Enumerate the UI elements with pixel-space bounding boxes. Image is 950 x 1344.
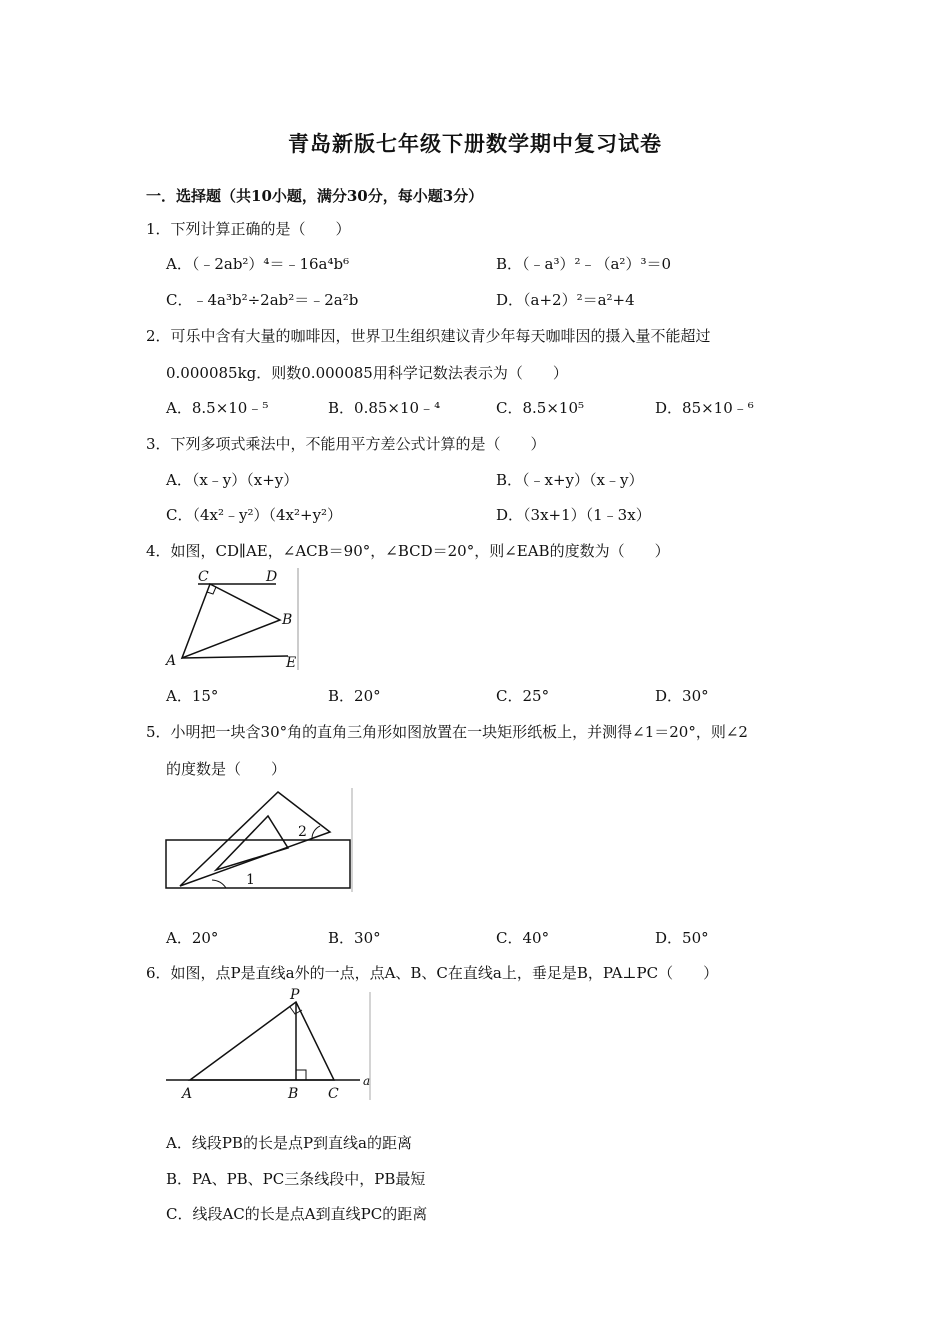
- q6-option-b: B．PA、PB、PC三条线段中，PB最短: [166, 1170, 426, 1188]
- q6-option-c: C．线段AC的长是点A到直线PC的距离: [166, 1205, 428, 1223]
- q4-stem: 4．如图，CD∥AE，∠ACB＝90°，∠BCD＝20°，则∠EAB的度数为（ ）: [146, 542, 670, 560]
- q5-label-2: 2: [298, 824, 307, 840]
- q6-option-a: A．线段PB的长是点P到直线a的距离: [166, 1134, 412, 1152]
- q5-option-d: D．50°: [655, 929, 709, 947]
- q3-stem: 3．下列多项式乘法中，不能用平方差公式计算的是（ ）: [146, 435, 546, 453]
- q4-label-d: D: [266, 569, 278, 585]
- q4-option-a: A．15°: [166, 687, 219, 705]
- q4-option-d: D．30°: [655, 687, 709, 705]
- q3-option-b: B．（﹣x+y）（x﹣y）: [496, 471, 644, 489]
- q1-option-a: A．（﹣2ab²）⁴＝﹣16a⁴b⁶: [166, 255, 350, 273]
- q6-label-a: A: [182, 1086, 193, 1102]
- q3-option-c: C．（4x²﹣y²）（4x²+y²）: [166, 506, 343, 524]
- q2-option-c: C．8.5×10⁵: [496, 399, 585, 417]
- q6-stem: 6．如图，点P是直线a外的一点，点A、B、C在直线a上，垂足是B，PA⊥PC（ ）: [146, 964, 719, 982]
- q6-figure: [160, 988, 376, 1104]
- q4-label-b: B: [282, 612, 293, 628]
- q1-option-c: C．﹣4a³b²÷2ab²＝﹣2a²b: [166, 291, 359, 309]
- q5-option-a: A．20°: [166, 929, 219, 947]
- q6-label-p: P: [290, 988, 300, 1003]
- q2-option-d: D．85×10﹣⁶: [655, 399, 754, 417]
- q4-figure: [160, 566, 305, 674]
- q4-option-b: B．20°: [328, 687, 381, 705]
- q5-label-1: 1: [246, 872, 255, 888]
- q5-stem-line1: 5．小明把一块含30°角的直角三角形如图放置在一块矩形纸板上，并测得∠1＝20°，则∠2: [146, 723, 748, 741]
- q2-stem-line2: 0.000085kg．则数0.000085用科学记数法表示为（ ）: [166, 364, 568, 382]
- q3-option-d: D．（3x+1）（1﹣3x）: [496, 506, 651, 524]
- q3-option-a: A．（x﹣y）（x+y）: [166, 471, 299, 489]
- q1-stem: 1．下列计算正确的是（ ）: [146, 220, 351, 238]
- q2-option-a: A．8.5×10﹣⁵: [166, 399, 269, 417]
- q6-label-c: C: [328, 1086, 339, 1102]
- q2-option-b: B．0.85×10﹣⁴: [328, 399, 441, 417]
- q5-option-b: B．30°: [328, 929, 381, 947]
- page-title: 青岛新版七年级下册数学期中复习试卷: [288, 131, 662, 156]
- q2-stem-line1: 2．可乐中含有大量的咖啡因，世界卫生组织建议青少年每天咖啡因的摄入量不能超过: [146, 327, 711, 345]
- q5-figure: [160, 786, 356, 896]
- q6-label-b: B: [288, 1086, 299, 1102]
- q4-label-e: E: [286, 655, 297, 671]
- q5-stem-line2: 的度数是（ ）: [166, 760, 287, 778]
- q4-label-a: A: [166, 653, 177, 669]
- q1-option-d: D．（a+2）²＝a²+4: [496, 291, 635, 309]
- q4-label-c: C: [198, 569, 209, 585]
- q1-option-b: B．（﹣a³）²﹣（a²）³＝0: [496, 255, 672, 273]
- q6-label-a-line: a: [363, 1074, 371, 1088]
- q5-option-c: C．40°: [496, 929, 550, 947]
- section-heading: 一．选择题（共10小题，满分30分，每小题3分）: [146, 187, 484, 205]
- q4-option-c: C．25°: [496, 687, 550, 705]
